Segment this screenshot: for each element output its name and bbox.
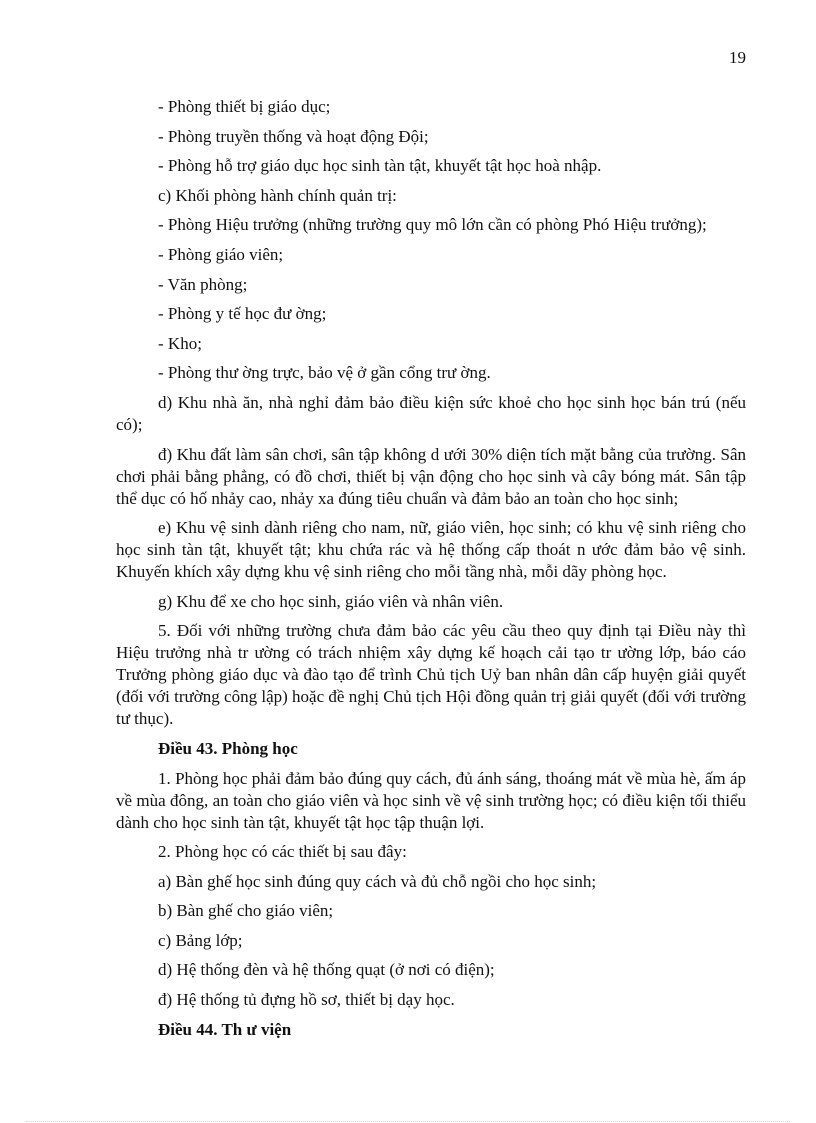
list-item: - Kho;	[158, 333, 202, 353]
sub-section-label: c) Khối phòng hành chính quản trị:	[158, 185, 397, 205]
list-item: - Phòng y tế học đư ờng;	[158, 304, 327, 324]
list-item: - Phòng truyền thống và hoạt động Đội;	[158, 126, 429, 146]
document-body	[116, 96, 746, 1048]
list-item: - Phòng thư ờng trực, bảo vệ ở gần cổng trư ờng.	[158, 363, 491, 383]
footer-divider	[26, 1121, 790, 1122]
list-item: a) Bàn ghế học sinh đúng quy cách và đủ chỗ ngồi cho học sinh;	[158, 871, 597, 891]
list-item: - Phòng Hiệu trưởng (những trường quy mô lớn cần có phòng Phó Hiệu trưởng);	[158, 215, 707, 235]
paragraph-g: g) Khu để xe cho học sinh, giáo viên và nhân viên.	[158, 591, 504, 611]
article-43-heading: Điều 43. Phòng học	[158, 738, 298, 758]
list-item: - Văn phòng;	[158, 274, 248, 294]
list-item: c) Bảng lớp;	[158, 930, 243, 950]
paragraph-dd: đ) Khu đất làm sân chơi, sân tập không d ưới 30% diện tích mặt bằng của trường. Sân chơi phải bằng phẳng, có đồ chơi, thiết bị vận động cho học sinh và cây bóng mát. Sân tập thể dục có hố nhảy cao, nhảy xa đúng tiêu chuẩn và đảm bảo an toàn cho học sinh;	[116, 444, 746, 508]
paragraph-d: d) Khu nhà ăn, nhà nghỉ đảm bảo điều kiện sức khoẻ cho học sinh học bán trú (nếu có);	[116, 392, 746, 434]
list-item: - Phòng hỗ trợ giáo dục học sinh tàn tật, khuyết tật học hoà nhập.	[158, 156, 602, 176]
page-number: 19	[729, 48, 746, 67]
list-item: d) Hệ thống đèn và hệ thống quạt (ở nơi có điện);	[158, 960, 495, 980]
list-item: b) Bàn ghế cho giáo viên;	[158, 901, 334, 921]
list-item: đ) Hệ thống tủ đựng hồ sơ, thiết bị dạy học.	[158, 990, 455, 1010]
list-item: - Phòng thiết bị giáo dục;	[158, 97, 331, 116]
list-item: - Phòng giáo viên;	[158, 244, 284, 264]
paragraph-5: 5. Đối với những trường chưa đảm bảo các yêu cầu theo quy định tại Điều này thì Hiệu trưởng nhà tr ường có trách nhiệm xây dựng kế hoạch cải tạo tr ường lớp, báo cáo Trưởng phòng giáo dục và đào tạo để trình Chủ tịch Uỷ ban nhân dân cấp huyện giải quyết (đối với trường công lập) hoặc đề nghị Chủ tịch Hội đồng quản trị giải quyết (đối với trường tư thục).	[116, 621, 746, 729]
paragraph-e: e) Khu vệ sinh dành riêng cho nam, nữ, giáo viên, học sinh; có khu vệ sinh riêng cho học sinh tàn tật, khuyết tật; khu chứa rác và hệ thống cấp thoát n ước đảm bảo vệ sinh. Khuyến khích xây dựng khu vệ sinh riêng cho mỗi tầng nhà, mỗi dãy phòng học.	[116, 518, 746, 582]
article-44-heading: Điều 44. Th ư viện	[158, 1019, 292, 1039]
list-item: 2. Phòng học có các thiết bị sau đây:	[158, 842, 407, 862]
article-43-paragraph-1: 1. Phòng học phải đảm bảo đúng quy cách, đủ ánh sáng, thoáng mát về mùa hè, ấm áp về mùa đông, an toàn cho giáo viên và học sinh về vệ sinh trường học; có điều kiện tối thiểu dành cho học sinh tàn tật, khuyết tật học tập thuận lợi.	[116, 768, 746, 832]
